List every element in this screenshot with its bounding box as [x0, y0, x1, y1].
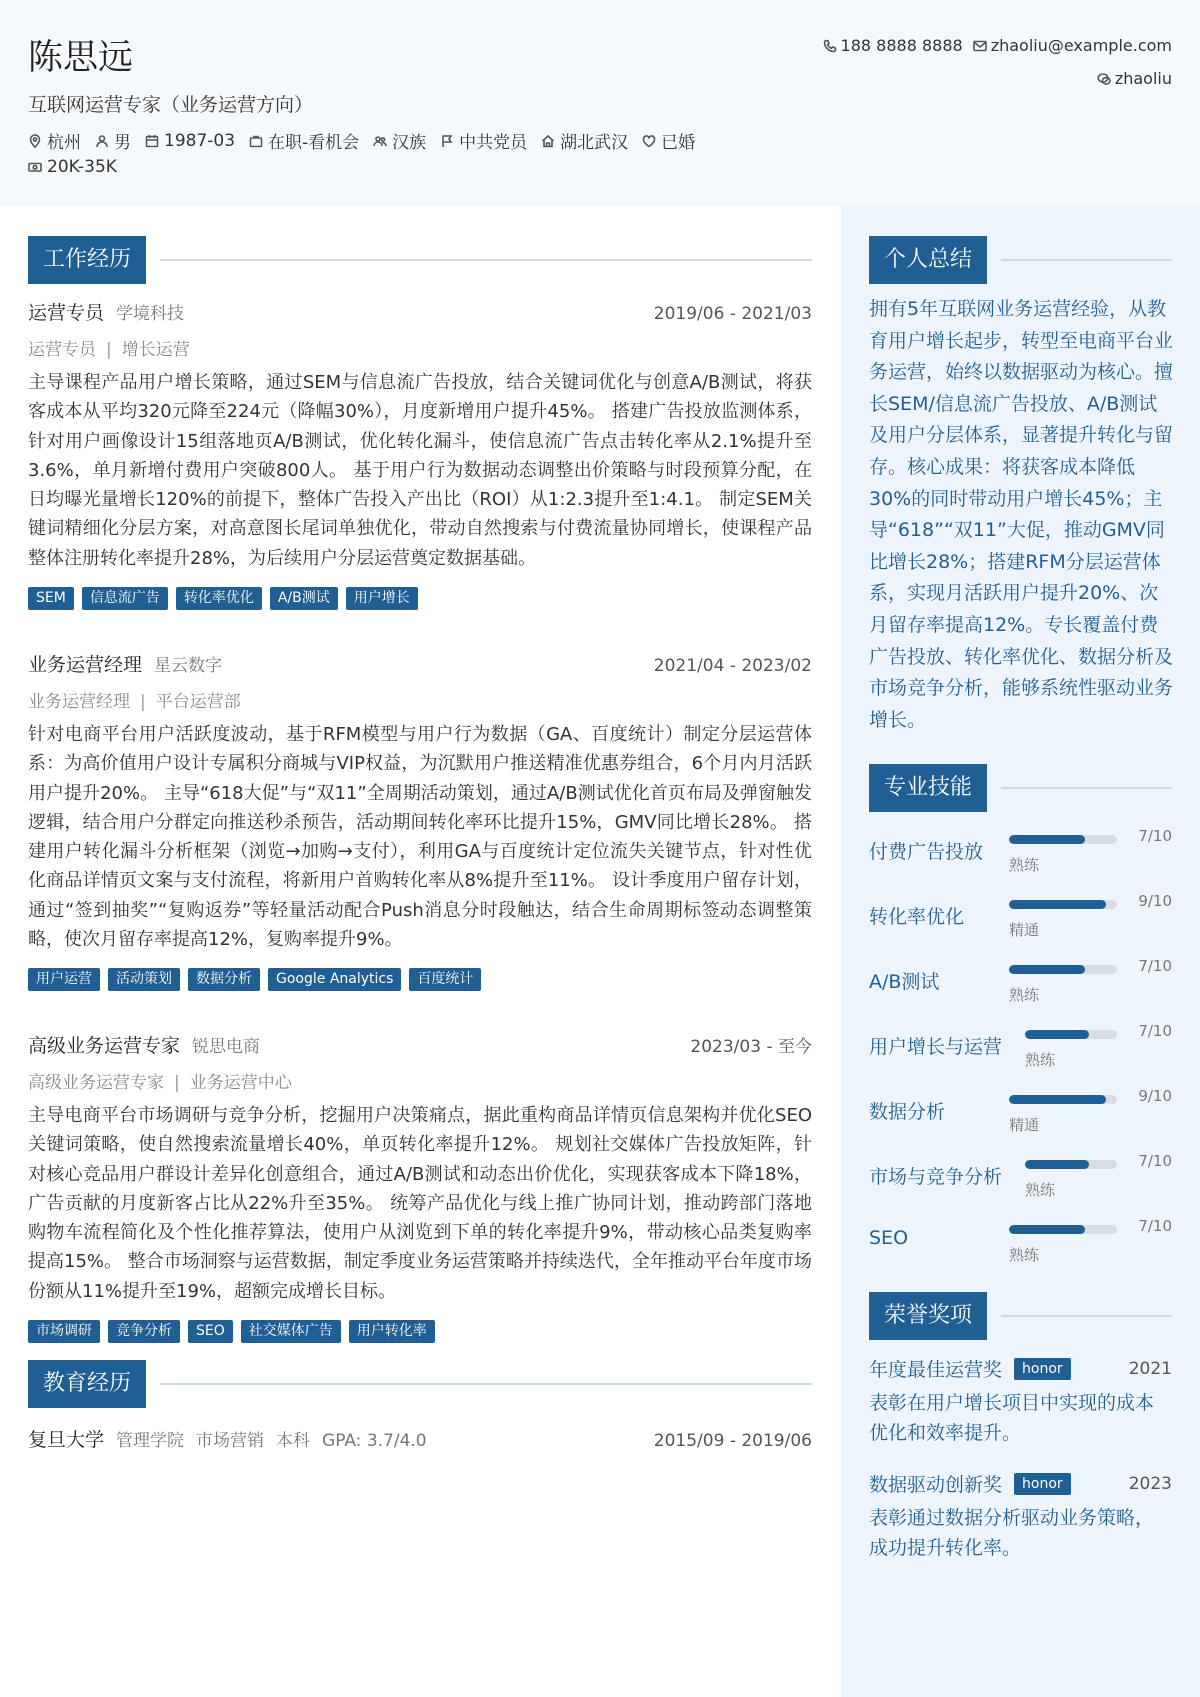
job-dept: 增长运营: [121, 340, 190, 360]
skill-bar: [1009, 835, 1117, 844]
skill-tag: 市场调研: [28, 1320, 100, 1343]
skill-bar-fill: [1025, 1030, 1089, 1039]
skill-tag: 竞争分析: [108, 1320, 180, 1343]
skill-bar: [1025, 1030, 1117, 1039]
mail-icon: [973, 39, 987, 53]
skill-level: 精通: [1009, 1116, 1040, 1134]
job-header: [28, 1031, 812, 1058]
edu-major: 市场营销: [196, 1431, 265, 1451]
skill-name: 转化率优化: [869, 906, 965, 928]
skill-bar: [1009, 900, 1117, 909]
info-marital: [642, 128, 695, 153]
job-company: 学境科技: [116, 304, 185, 324]
candidate-title: 互联网运营专家（业务运营方向）: [28, 94, 314, 116]
skill-name: 付费广告投放: [869, 841, 984, 863]
edu-degree: 本科: [276, 1431, 311, 1451]
skill-bar: [1025, 1160, 1117, 1169]
job-entry-2: [28, 650, 812, 991]
info-gender-text: 男: [114, 133, 131, 153]
skill-name: SEO: [869, 1227, 909, 1249]
section-summary-title: 个人总结: [869, 236, 987, 284]
section-divider: [1001, 1315, 1172, 1317]
skill-bar-fill: [1025, 1160, 1089, 1169]
skill-score: 7/10: [1138, 1022, 1172, 1040]
info-birth: [145, 131, 235, 151]
section-work-title: 工作经历: [28, 236, 146, 284]
award-description: 表彰在用户增长项目中实现的成本优化和效率提升。: [869, 1392, 1155, 1444]
skill-name: 数据分析: [869, 1101, 946, 1123]
info-ethnicity-text: 汉族: [392, 133, 427, 153]
info-hometown: [541, 128, 628, 153]
edu-school: 复旦大学: [28, 1429, 105, 1451]
edu-gpa: GPA: 3.7/4.0: [322, 1431, 427, 1451]
info-marital-text: 已婚: [661, 133, 696, 153]
skill-tag: A/B测试: [270, 587, 338, 610]
skill-name: 用户增长与运营: [869, 1036, 1003, 1058]
award-year: 2021: [1128, 1358, 1172, 1379]
education-entry: [28, 1425, 812, 1452]
job-dept: 平台运营部: [155, 692, 241, 712]
job-subline: [28, 687, 812, 712]
email-text[interactable]: zhaoliu@example.com: [990, 36, 1172, 55]
skill-level: 熟练: [1025, 1181, 1056, 1199]
job-subline: [28, 335, 812, 360]
job-date: 2021/04 - 2023/02: [653, 656, 812, 676]
heart-icon: [642, 134, 656, 148]
skill-bar: [1009, 1225, 1117, 1234]
separator: |: [140, 692, 146, 712]
skill-tag: SEO: [188, 1320, 233, 1343]
job-role: 高级业务运营专家: [28, 1035, 181, 1057]
resume-header: [0, 0, 1200, 206]
section-awards-title: 荣誉奖项: [869, 1292, 987, 1340]
award-header: [869, 1470, 1172, 1497]
skill-item: [869, 1152, 1172, 1217]
skill-score: 9/10: [1138, 1087, 1172, 1105]
candidate-name: 陈思远: [28, 38, 134, 78]
edu-date: 2015/09 - 2019/06: [653, 1431, 812, 1451]
wechat-text[interactable]: zhaoliu: [1114, 69, 1172, 88]
award-item: [869, 1355, 1172, 1448]
job-subrole: 高级业务运营专家: [28, 1073, 164, 1093]
award-name: 年度最佳运营奖: [869, 1359, 1003, 1381]
skill-bar-fill: [1009, 1225, 1085, 1234]
contact-line-2: [813, 69, 1172, 88]
award-description: 表彰通过数据分析驱动业务策略，成功提升转化率。: [869, 1507, 1155, 1559]
home-icon: [541, 134, 555, 148]
job-entry-3: [28, 1031, 812, 1343]
skill-tag: 用户转化率: [349, 1320, 435, 1343]
award-year: 2023: [1128, 1473, 1172, 1494]
skill-tag: SEM: [28, 587, 74, 610]
job-tags: [28, 1320, 812, 1343]
job-date: 2023/03 - 至今: [690, 1037, 812, 1057]
skill-score: 7/10: [1138, 827, 1172, 845]
award-title-group: [869, 1355, 1071, 1382]
skill-item: [869, 827, 1172, 892]
job-subrole: 业务运营经理: [28, 692, 130, 712]
job-tags: [28, 587, 812, 610]
skill-tag: 信息流广告: [82, 587, 168, 610]
job-date: 2019/06 - 2021/03: [653, 304, 812, 324]
info-gender: [95, 128, 131, 153]
job-header: [28, 650, 812, 677]
salary-row: [28, 157, 131, 177]
phone-icon: [823, 39, 837, 53]
section-skills-header: [869, 764, 1172, 812]
section-education-header: [28, 1360, 812, 1408]
skill-score: 7/10: [1138, 1152, 1172, 1170]
skill-name: A/B测试: [869, 971, 940, 993]
skill-bar-fill: [1009, 1095, 1106, 1104]
job-description: 主导电商平台市场调研与竞争分析，挖掘用户决策痛点，据此重构商品详情页信息架构并优化SEO关键词策略，使自然搜索流量增长40%，单页转化率提升12%。 规划社交媒体广告投放矩阵，针对核心竞品用户群设计差异化创意组合，通过A/B测试和动态出价优化，实现获客成本下降18%，广告贡献的月度新客占比从22%升至35%。 统筹产品优化与线上推广协同计划，推动跨部门落地购物车流程简化及个性化推荐算法，使用户从浏览到下单的转化率提升9%，带动核心品类复购率提高15%。 整合市场洞察与运营数据，制定季度业务运营策略并持续迭代，全年推动平台年度市场份额从11%提升至19%，超额完成增长目标。: [28, 1105, 812, 1302]
award-item: [869, 1470, 1172, 1563]
people-icon: [373, 134, 387, 148]
info-salary-text: 20K-35K: [47, 157, 117, 177]
phone-text[interactable]: 188 8888 8888: [840, 36, 963, 55]
section-divider: [160, 1383, 812, 1385]
skill-bar: [1009, 1095, 1117, 1104]
section-awards-header: [869, 1292, 1172, 1340]
job-role: 运营专员: [28, 302, 105, 324]
section-education-title: 教育经历: [28, 1360, 146, 1408]
education-details: [28, 1425, 439, 1452]
skill-level: 熟练: [1009, 1246, 1040, 1264]
info-city-text: 杭州: [47, 133, 81, 153]
summary-text: 拥有5年互联网业务运营经验，从教育用户增长起步，转型至电商平台业务运营，始终以数据驱动为核心。擅长SEM/信息流广告投放、A/B测试及用户分层体系，显著提升转化与留存。核心成果：将获客成本降低30%的同时带动用户增长45%；主导“618”“双11”大促，推动GMV同比增长28%；搭建RFM分层运营体系，实现月活跃用户提升20%、次月留存率提高12%。专长覆盖付费广告投放、转化率优化、数据分析及市场竞争分析，能够系统性驱动业务增长。: [869, 298, 1174, 731]
job-company: 星云数字: [154, 656, 223, 676]
award-header: [869, 1355, 1172, 1382]
skill-item: [869, 1022, 1172, 1087]
section-divider: [1001, 787, 1172, 789]
info-ethnicity: [373, 128, 426, 153]
skill-item: [869, 957, 1172, 1022]
section-skills-title: 专业技能: [869, 764, 987, 812]
location-pin-icon: [28, 134, 42, 148]
skill-bar-fill: [1009, 900, 1106, 909]
skill-tag: 社交媒体广告: [241, 1320, 341, 1343]
honor-badge: honor: [1014, 1473, 1071, 1495]
basic-info-row: [28, 128, 709, 153]
info-politics-text: 中共党员: [459, 133, 528, 153]
skill-tag: 用户增长: [346, 587, 418, 610]
skill-item: [869, 892, 1172, 957]
wechat-icon: [1097, 72, 1111, 86]
skill-tag: 活动策划: [108, 968, 180, 991]
award-title-group: [869, 1470, 1071, 1497]
skill-score: 9/10: [1138, 892, 1172, 910]
info-city: [28, 128, 81, 153]
skill-name: 市场与竞争分析: [869, 1166, 1003, 1188]
job-description: 主导课程产品用户增长策略，通过SEM与信息流广告投放，结合关键词优化与创意A/B测试，将获客成本从平均320元降至224元（降幅30%），月度新增用户提升45%。 搭建广告投放监测体系，针对用户画像设计15组落地页A/B测试，优化转化漏斗，使信息流广告点击转化率从2.1%提升至3.6%，单月新增付费用户突破800人。 基于用户行为数据动态调整出价策略与时段预算分配，在日均曝光量增长120%的前提下，整体广告投入产出比（ROI）从1:2.3提升至1:4.1。 制定SEM关键词精细化分层方案，对高意图长尾词单独优化，带动自然搜索与付费流量协同增长，使课程产品整体注册转化率提升28%，为后续用户分层运营奠定数据基础。: [28, 372, 812, 569]
edu-college: 管理学院: [116, 1431, 185, 1451]
skill-level: 精通: [1009, 921, 1040, 939]
awards-list: [869, 1355, 1172, 1563]
job-company: 锐思电商: [192, 1037, 261, 1057]
info-hometown-text: 湖北武汉: [560, 133, 629, 153]
skill-item: [869, 1217, 1172, 1282]
job-subline: [28, 1068, 812, 1093]
skill-bar: [1009, 965, 1117, 974]
skill-tag: Google Analytics: [268, 968, 401, 991]
info-status: [249, 128, 359, 153]
skills-list: [869, 827, 1172, 1282]
job-tags: [28, 968, 812, 991]
job-header: [28, 298, 812, 325]
section-divider: [1001, 259, 1172, 261]
info-birth-text: 1987-03: [164, 130, 236, 151]
calendar-icon: [145, 134, 159, 148]
section-divider: [160, 259, 812, 261]
flag-icon: [440, 134, 454, 148]
skill-level: 熟练: [1009, 856, 1040, 874]
info-salary: [28, 157, 117, 177]
info-politics: [440, 128, 527, 153]
job-role: 业务运营经理: [28, 654, 143, 676]
skill-bar-fill: [1009, 835, 1085, 844]
job-entry-1: [28, 298, 812, 610]
skill-score: 7/10: [1138, 957, 1172, 975]
contact-block: [813, 36, 1172, 88]
skill-tag: 用户运营: [28, 968, 100, 991]
skill-bar-fill: [1009, 965, 1085, 974]
skill-tag: 百度统计: [409, 968, 481, 991]
skill-tag: 转化率优化: [176, 587, 262, 610]
skill-level: 熟练: [1025, 1051, 1056, 1069]
job-dept: 业务运营中心: [189, 1073, 292, 1093]
honor-badge: honor: [1014, 1358, 1071, 1380]
separator: |: [106, 340, 112, 360]
person-icon: [95, 134, 109, 148]
job-description: 针对电商平台用户活跃度波动，基于RFM模型与用户行为数据（GA、百度统计）制定分层运营体系：为高价值用户设计专属积分商城与VIP权益，为沉默用户推送精准优惠券组合，6个月内月活跃用户提升20%。 主导“618大促”与“双11”全周期活动策划，通过A/B测试优化首页布局及弹窗触发逻辑，结合用户分群定向推送秒杀预告，活动期间转化率环比提升15%，GMV同比增长28%。 搭建用户转化漏斗分析框架（浏览→加购→支付），利用GA与百度统计定位流失关键节点，针对性优化商品详情页文案与支付流程，将新用户首购转化率从8%提升至11%。 设计季度用户留存计划，通过“签到抽奖”“复购返券”等轻量活动配合Push消息分时段触达，结合生命周期标签动态调整策略，使次月留存率提高12%，复购率提升9%。: [28, 724, 812, 951]
award-name: 数据驱动创新奖: [869, 1474, 1003, 1496]
briefcase-icon: [249, 134, 263, 148]
contact-line-1: [813, 36, 1172, 55]
skill-item: [869, 1087, 1172, 1152]
info-status-text: 在职-看机会: [268, 133, 360, 153]
separator: |: [174, 1073, 180, 1093]
skill-score: 7/10: [1138, 1217, 1172, 1235]
section-summary-header: [869, 236, 1172, 284]
skill-tag: 数据分析: [188, 968, 260, 991]
job-subrole: 运营专员: [28, 340, 96, 360]
section-work-header: [28, 236, 812, 284]
money-icon: [28, 160, 42, 174]
skill-level: 熟练: [1009, 986, 1040, 1004]
